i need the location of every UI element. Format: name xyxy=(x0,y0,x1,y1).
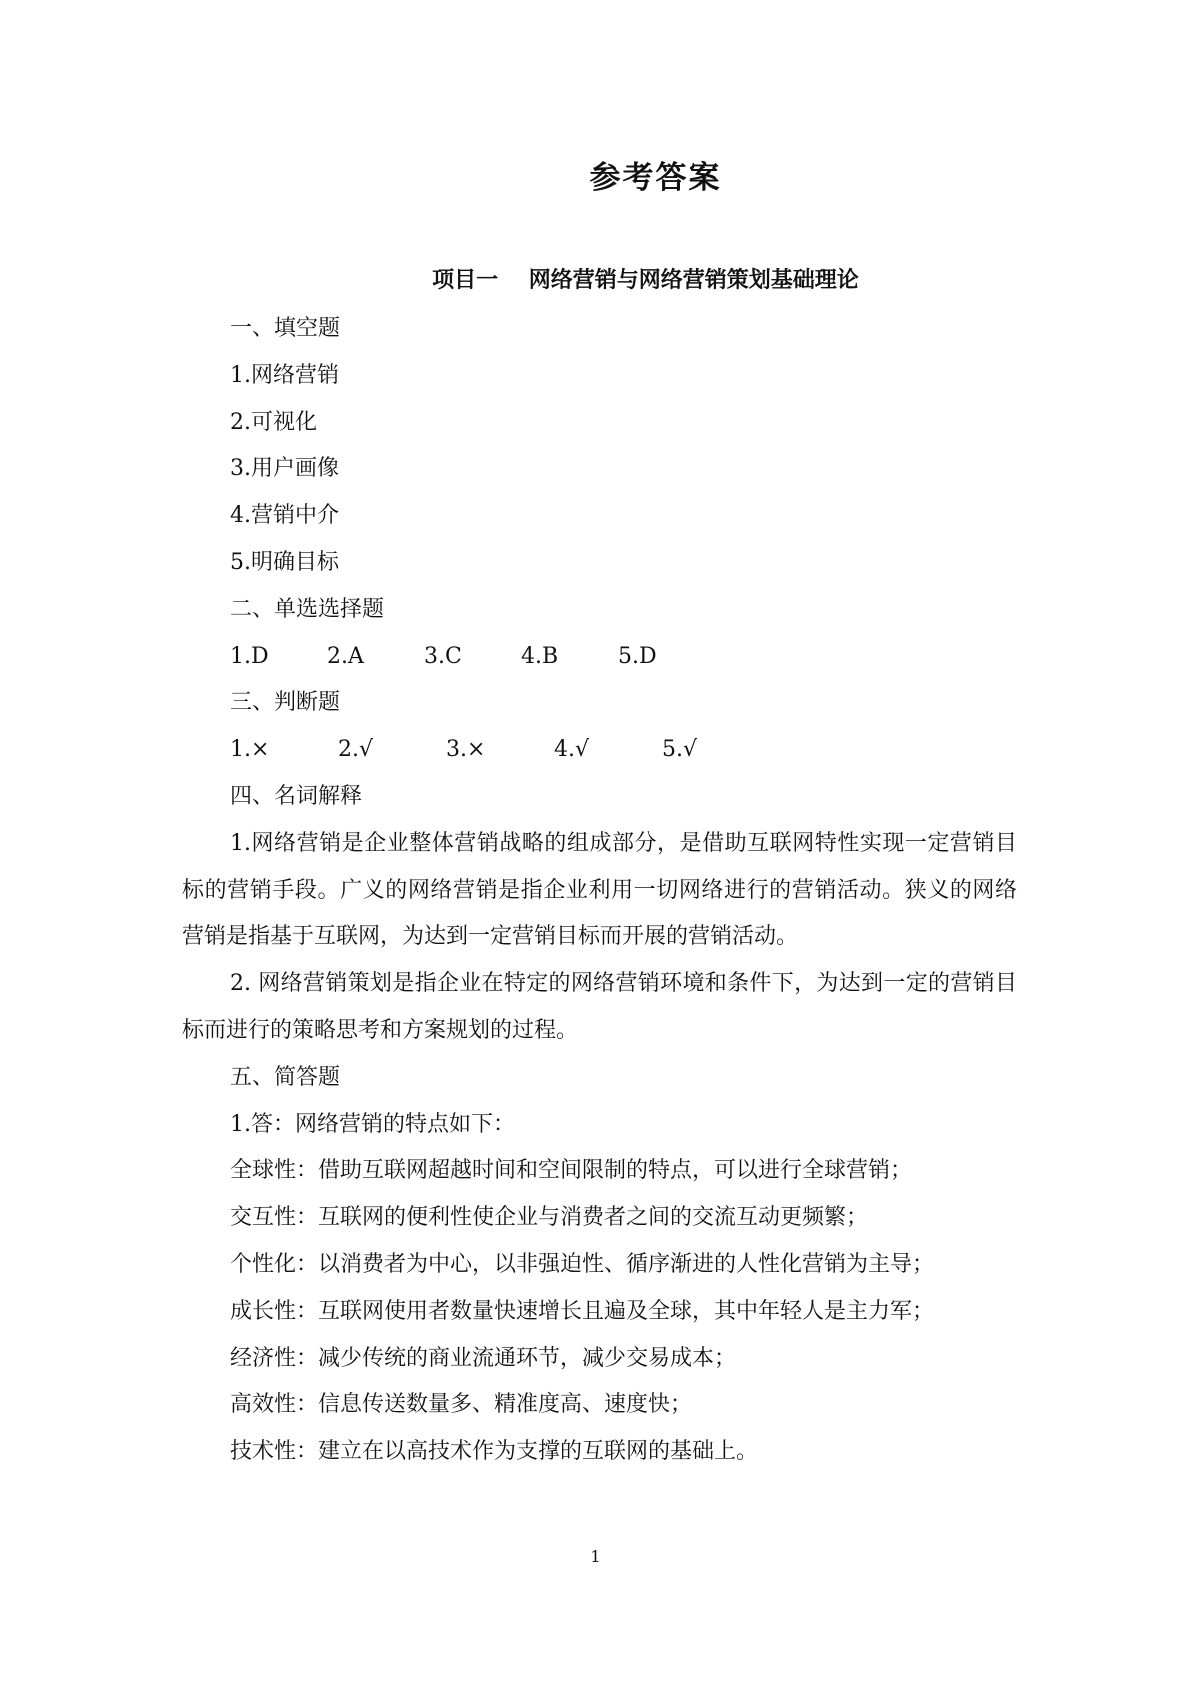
section-heading-single-choice: 二、单选选择题 xyxy=(230,596,385,622)
short-answer-intro: 1.答：网络营销的特点如下： xyxy=(230,1111,515,1137)
section-heading-fill-blank: 一、填空题 xyxy=(230,316,341,341)
short-answer-line: 成长性：互联网使用者数量快速增长且遍及全球，其中年轻人是主力军； xyxy=(230,1298,935,1324)
short-answer-line: 个性化：以消费者为中心，以非强迫性、循序渐进的人性化营销为主导； xyxy=(230,1251,935,1277)
true-false-answer: 1.× xyxy=(230,737,270,763)
section-heading-terms: 四、名词解释 xyxy=(230,783,363,809)
true-false-answer: 4.√ xyxy=(554,737,590,763)
single-choice-answer: 1.D xyxy=(230,643,269,669)
short-answer-line: 交互性：互联网的便利性使企业与消费者之间的交流互动更频繁； xyxy=(230,1205,869,1231)
section-heading-short-answer: 五、简答题 xyxy=(230,1064,341,1090)
fill-blank-answer: 2.可视化 xyxy=(230,409,317,435)
single-choice-answer: 3.C xyxy=(424,643,462,669)
short-answer-line: 全球性：借助互联网超越时间和空间限制的特点，可以进行全球营销； xyxy=(230,1158,913,1184)
term-definition: 2. 网络营销策划是指企业在特定的网络营销环境和条件下，为达到一定的营销目标而进行的策略思考和方案规划的过程。 xyxy=(182,971,1017,1043)
single-choice-answers xyxy=(182,634,1017,681)
page-title: 参考答案 xyxy=(589,160,722,196)
true-false-answer: 3.× xyxy=(446,737,486,763)
page-number: 1 xyxy=(590,1547,601,1566)
single-choice-answer: 2.A xyxy=(327,643,364,669)
short-answer-line: 高效性：信息传送数量多、精准度高、速度快； xyxy=(230,1392,693,1418)
short-answer-line: 经济性：减少传统的商业流通环节，减少交易成本； xyxy=(230,1345,737,1371)
single-choice-answer: 5.D xyxy=(618,643,657,669)
document-body xyxy=(182,306,1017,1476)
fill-blank-answer: 3.用户画像 xyxy=(230,456,339,482)
true-false-answer: 2.√ xyxy=(338,737,374,763)
section-heading-true-false: 三、判断题 xyxy=(230,690,341,716)
project-heading: 项目一 网络营销与网络营销策划基础理论 xyxy=(432,267,859,293)
fill-blank-answer: 1.网络营销 xyxy=(230,362,339,388)
true-false-answers xyxy=(182,727,1017,774)
single-choice-answer: 4.B xyxy=(521,643,559,669)
true-false-answer: 5.√ xyxy=(662,737,698,763)
fill-blank-answer: 4.营销中介 xyxy=(230,503,339,529)
fill-blank-answer: 5.明确目标 xyxy=(230,549,339,575)
short-answer-line: 技术性：建立在以高技术作为支撑的互联网的基础上。 xyxy=(230,1439,759,1465)
term-definition: 1.网络营销是企业整体营销战略的组成部分，是借助互联网特性实现一定营销目标的营销手段。广义的网络营销是指企业利用一切网络进行的营销活动。狭义的网络营销是指基于互联网，为达到一定营销目标而开展的营销活动。 xyxy=(182,830,1017,950)
